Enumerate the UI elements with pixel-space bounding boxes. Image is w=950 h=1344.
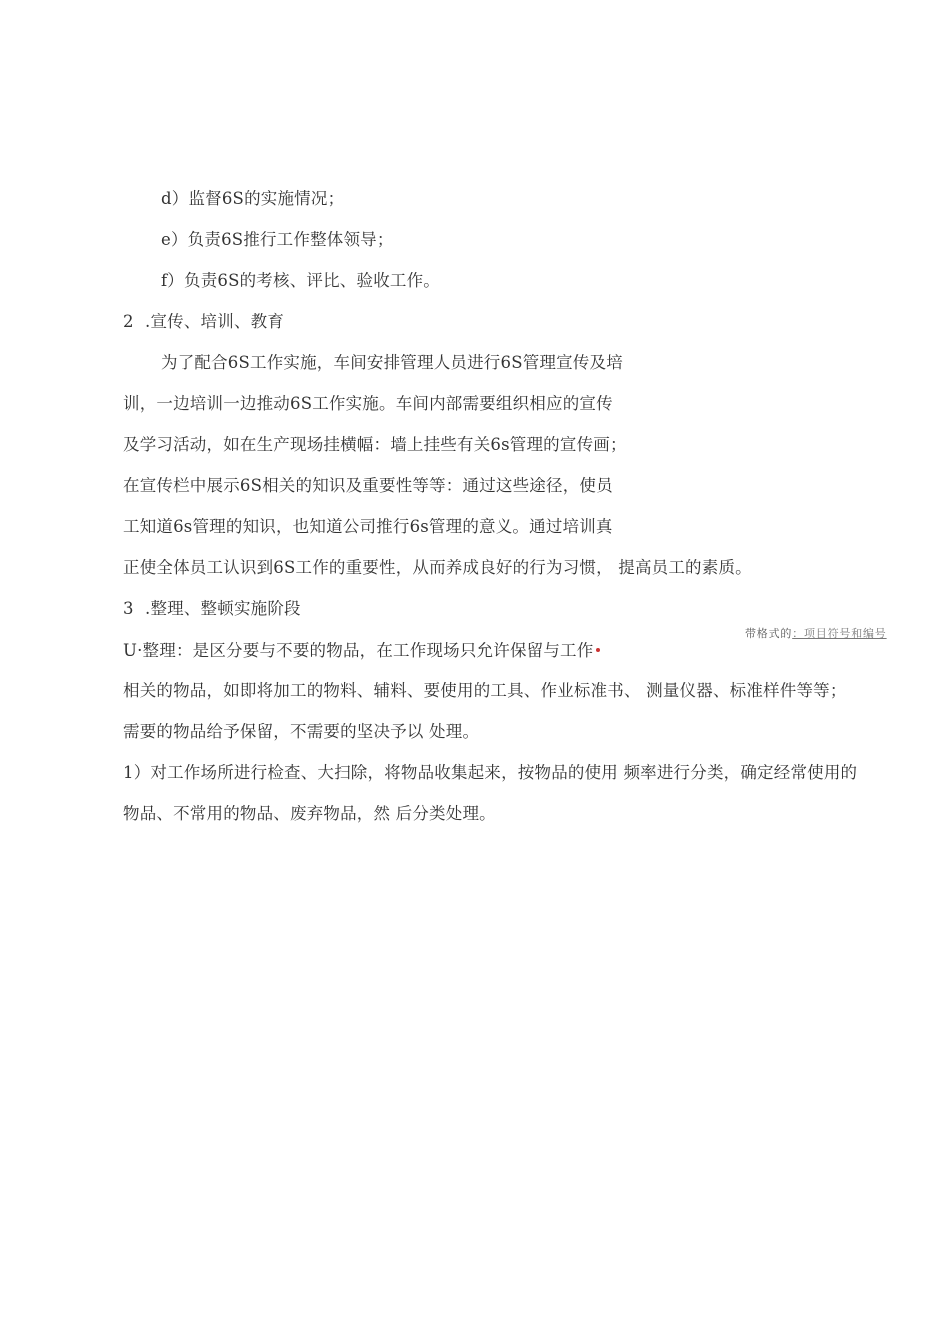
paragraph-line: 1）对工作场所进行检查、大扫除，将物品收集起来，按物品的使用 频率进行分类，确定经常使用的 [123, 763, 858, 782]
list-item-d: d）监督6S的实施情况； [161, 189, 345, 208]
format-comment[interactable] [745, 626, 887, 642]
paragraph-line: 为了配合6S工作实施，车间安排管理人员进行6S管理宣传及培 [161, 353, 623, 372]
paragraph-line: 相关的物品，如即将加工的物料、辅料、要使用的工具、作业标准书、 测量仪器、标准样件等等； [123, 681, 847, 700]
paragraph-line: 正使全体员工认识到6S工作的重要性，从而养成良好的行为习惯， 提高员工的素质。 [123, 558, 752, 577]
list-item-e: e）负责6S推行工作整体领导； [161, 230, 394, 249]
format-comment-link[interactable]: ：项目符号和编号 [792, 627, 887, 640]
paragraph-line: 需要的物品给予保留，不需要的坚决予以 处理。 [123, 722, 480, 741]
section-3-title: .整理、整顿实施阶段 [145, 599, 301, 618]
format-comment-prefix: 带格式的 [745, 627, 793, 640]
section-3-number: 3 [123, 599, 134, 618]
section-2-heading [123, 310, 284, 334]
paragraph-line: 训，一边培训一边推动6S工作实施。车间内部需要组织相应的宣传 [123, 394, 613, 413]
section-2-number: 2 [123, 312, 134, 331]
paragraph-line: 及学习活动，如在生产现场挂横幅：墙上挂些有关6s管理的宣传画； [123, 435, 627, 454]
paragraph-line [123, 639, 600, 663]
section-2-title: .宣传、培训、教育 [145, 312, 285, 331]
list-item-f: f）负责6S的考核、评比、验收工作。 [161, 271, 441, 290]
paragraph-line: 物品、不常用的物品、废弃物品，然 后分类处理。 [123, 804, 496, 823]
comment-anchor-marker[interactable] [596, 648, 600, 652]
paragraph-text: U·整理：是区分要与不要的物品，在工作现场只允许保留与工作 [123, 641, 594, 660]
section-3-heading [123, 597, 301, 621]
paragraph-line: 工知道6s管理的知识，也知道公司推行6s管理的意义。通过培训真 [123, 517, 613, 536]
paragraph-line: 在宣传栏中展示6S相关的知识及重要性等等：通过这些途径，使员 [123, 476, 613, 495]
